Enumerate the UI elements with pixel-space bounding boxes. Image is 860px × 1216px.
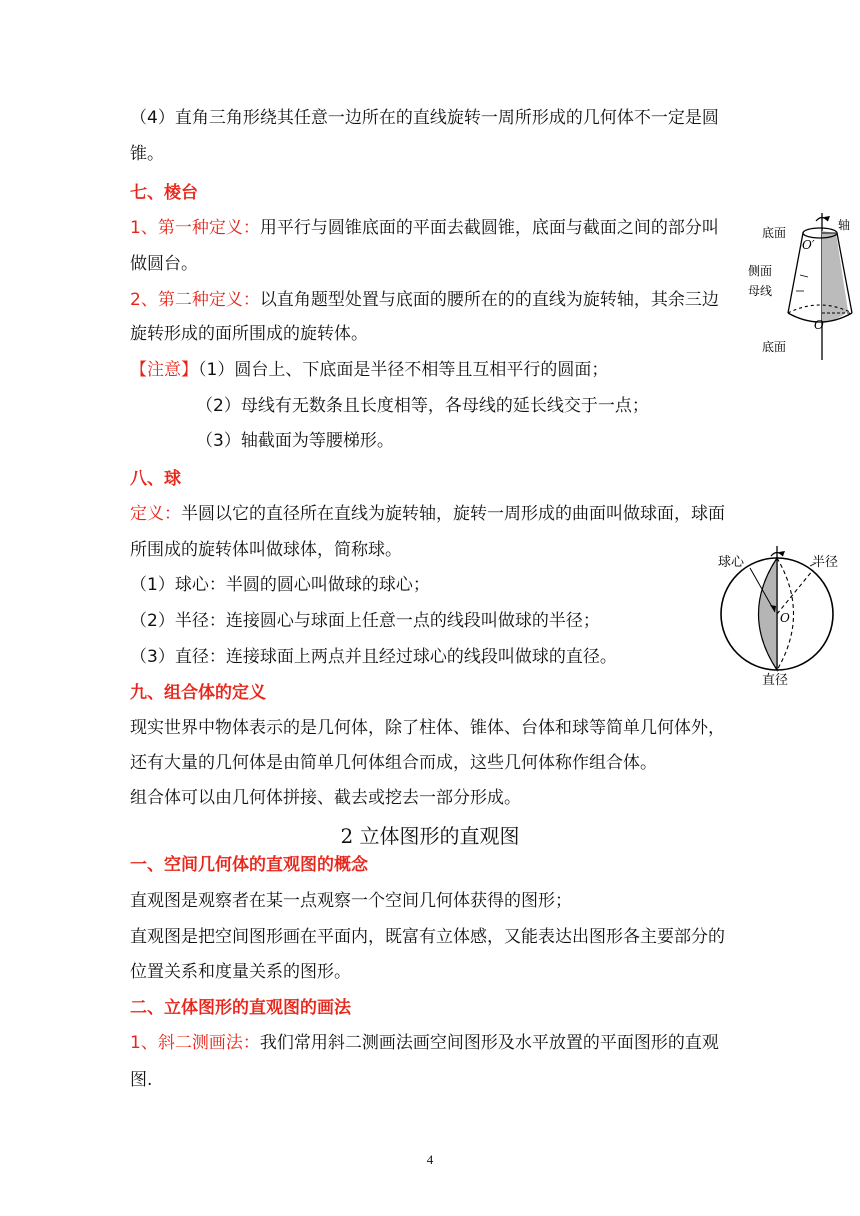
text-line: 图. — [130, 1070, 153, 1090]
sphere-figure — [712, 542, 852, 690]
text-line: （1）球心：半圆的圆心叫做球的球心； — [130, 575, 430, 595]
note-label: 【注意】 — [130, 360, 198, 380]
frustum-o-top-label: O′ — [802, 238, 815, 252]
frustum-o-bottom-label: O — [814, 318, 824, 332]
definition-label: 1、第一种定义： — [130, 218, 260, 238]
frustum-bottom-base-label: 底面 — [762, 340, 787, 354]
text-line: 直观图是把空间图形画在平面内，既富有立体感，又能表达出图形各主要部分的 — [130, 927, 725, 947]
note-line: （3）轴截面为等腰梯形。 — [196, 431, 394, 451]
definition-text: 我们常用斜二测画法画空间图形及水平放置的平面图形的直观 — [259, 1033, 719, 1053]
definition-line — [130, 502, 725, 526]
note-line — [130, 358, 608, 382]
text-line: 组合体可以由几何体拼接、截去或挖去一部分形成。 — [130, 788, 521, 808]
sphere-o-label: O — [780, 611, 790, 625]
text-line: （2）半径：连接圆心与球面上任意一点的线段叫做球的半径； — [130, 611, 600, 631]
frustum-top-base-label: 底面 — [762, 226, 787, 240]
definition-label: 2、第二种定义： — [130, 290, 260, 310]
definition-text: 半圆以它的直径所在直线为旋转轴，旋转一周形成的曲面叫做球面，球面 — [181, 504, 725, 524]
frustum-figure — [740, 205, 858, 360]
section-heading: 二、立体图形的直观图的画法 — [130, 998, 351, 1018]
definition-line — [130, 288, 719, 312]
text-line: 直观图是观察者在某一点观察一个空间几何体获得的图形； — [130, 891, 572, 911]
text-line: （3）直径：连接球面上两点并且经过球心的线段叫做球的直径。 — [130, 647, 617, 667]
frustum-side-label: 侧面 — [748, 264, 773, 278]
text-line: 位置关系和度量关系的图形。 — [130, 962, 351, 982]
text-line: 做圆台。 — [130, 254, 198, 274]
definition-label: 定义： — [130, 504, 181, 524]
definition-label: 1、斜二测画法： — [130, 1033, 260, 1053]
section-heading: 一、空间几何体的直观图的概念 — [130, 855, 368, 875]
page-number: 4 — [426, 1152, 434, 1167]
frustum-generatrix-label: 母线 — [748, 284, 773, 298]
text-line: 现实世界中物体表示的是几何体，除了柱体、锥体、台体和球等简单几何体外， — [130, 718, 725, 738]
section-title: 2 立体图形的直观图 — [340, 824, 520, 848]
definition-text: 用平行与圆锥底面的平面去截圆锥，底面与截面之间的部分叫 — [259, 218, 719, 238]
text-line: 所围成的旋转体叫做球体，简称球。 — [130, 540, 402, 560]
section-heading: 九、组合体的定义 — [130, 683, 266, 703]
text-line: 还有大量的几何体是由简单几何体组合而成，这些几何体称作组合体。 — [130, 753, 657, 773]
note-line: （2）母线有无数条且长度相等，各母线的延长线交于一点； — [196, 396, 649, 416]
sphere-center-label: 球心 — [718, 555, 745, 570]
definition-text: 以直角题型处置与底面的腰所在的的直线为旋转轴，其余三边 — [259, 290, 719, 310]
definition-line — [130, 1031, 719, 1055]
text-line: 锥。 — [130, 144, 164, 164]
text-line: 旋转形成的面所围成的旋转体。 — [130, 324, 368, 344]
section-heading: 八、球 — [130, 469, 181, 489]
definition-line — [130, 216, 719, 240]
note-text: （1）圆台上、下底面是半径不相等且互相平行的圆面； — [198, 360, 609, 380]
sphere-radius-label: 半径 — [812, 555, 839, 570]
section-heading: 七、棱台 — [130, 183, 198, 203]
text-line: （4）直角三角形绕其任意一边所在的直线旋转一周所形成的几何体不一定是圆 — [130, 108, 719, 128]
frustum-axis-label: 轴 — [838, 218, 851, 232]
sphere-diameter-label: 直径 — [762, 673, 789, 688]
